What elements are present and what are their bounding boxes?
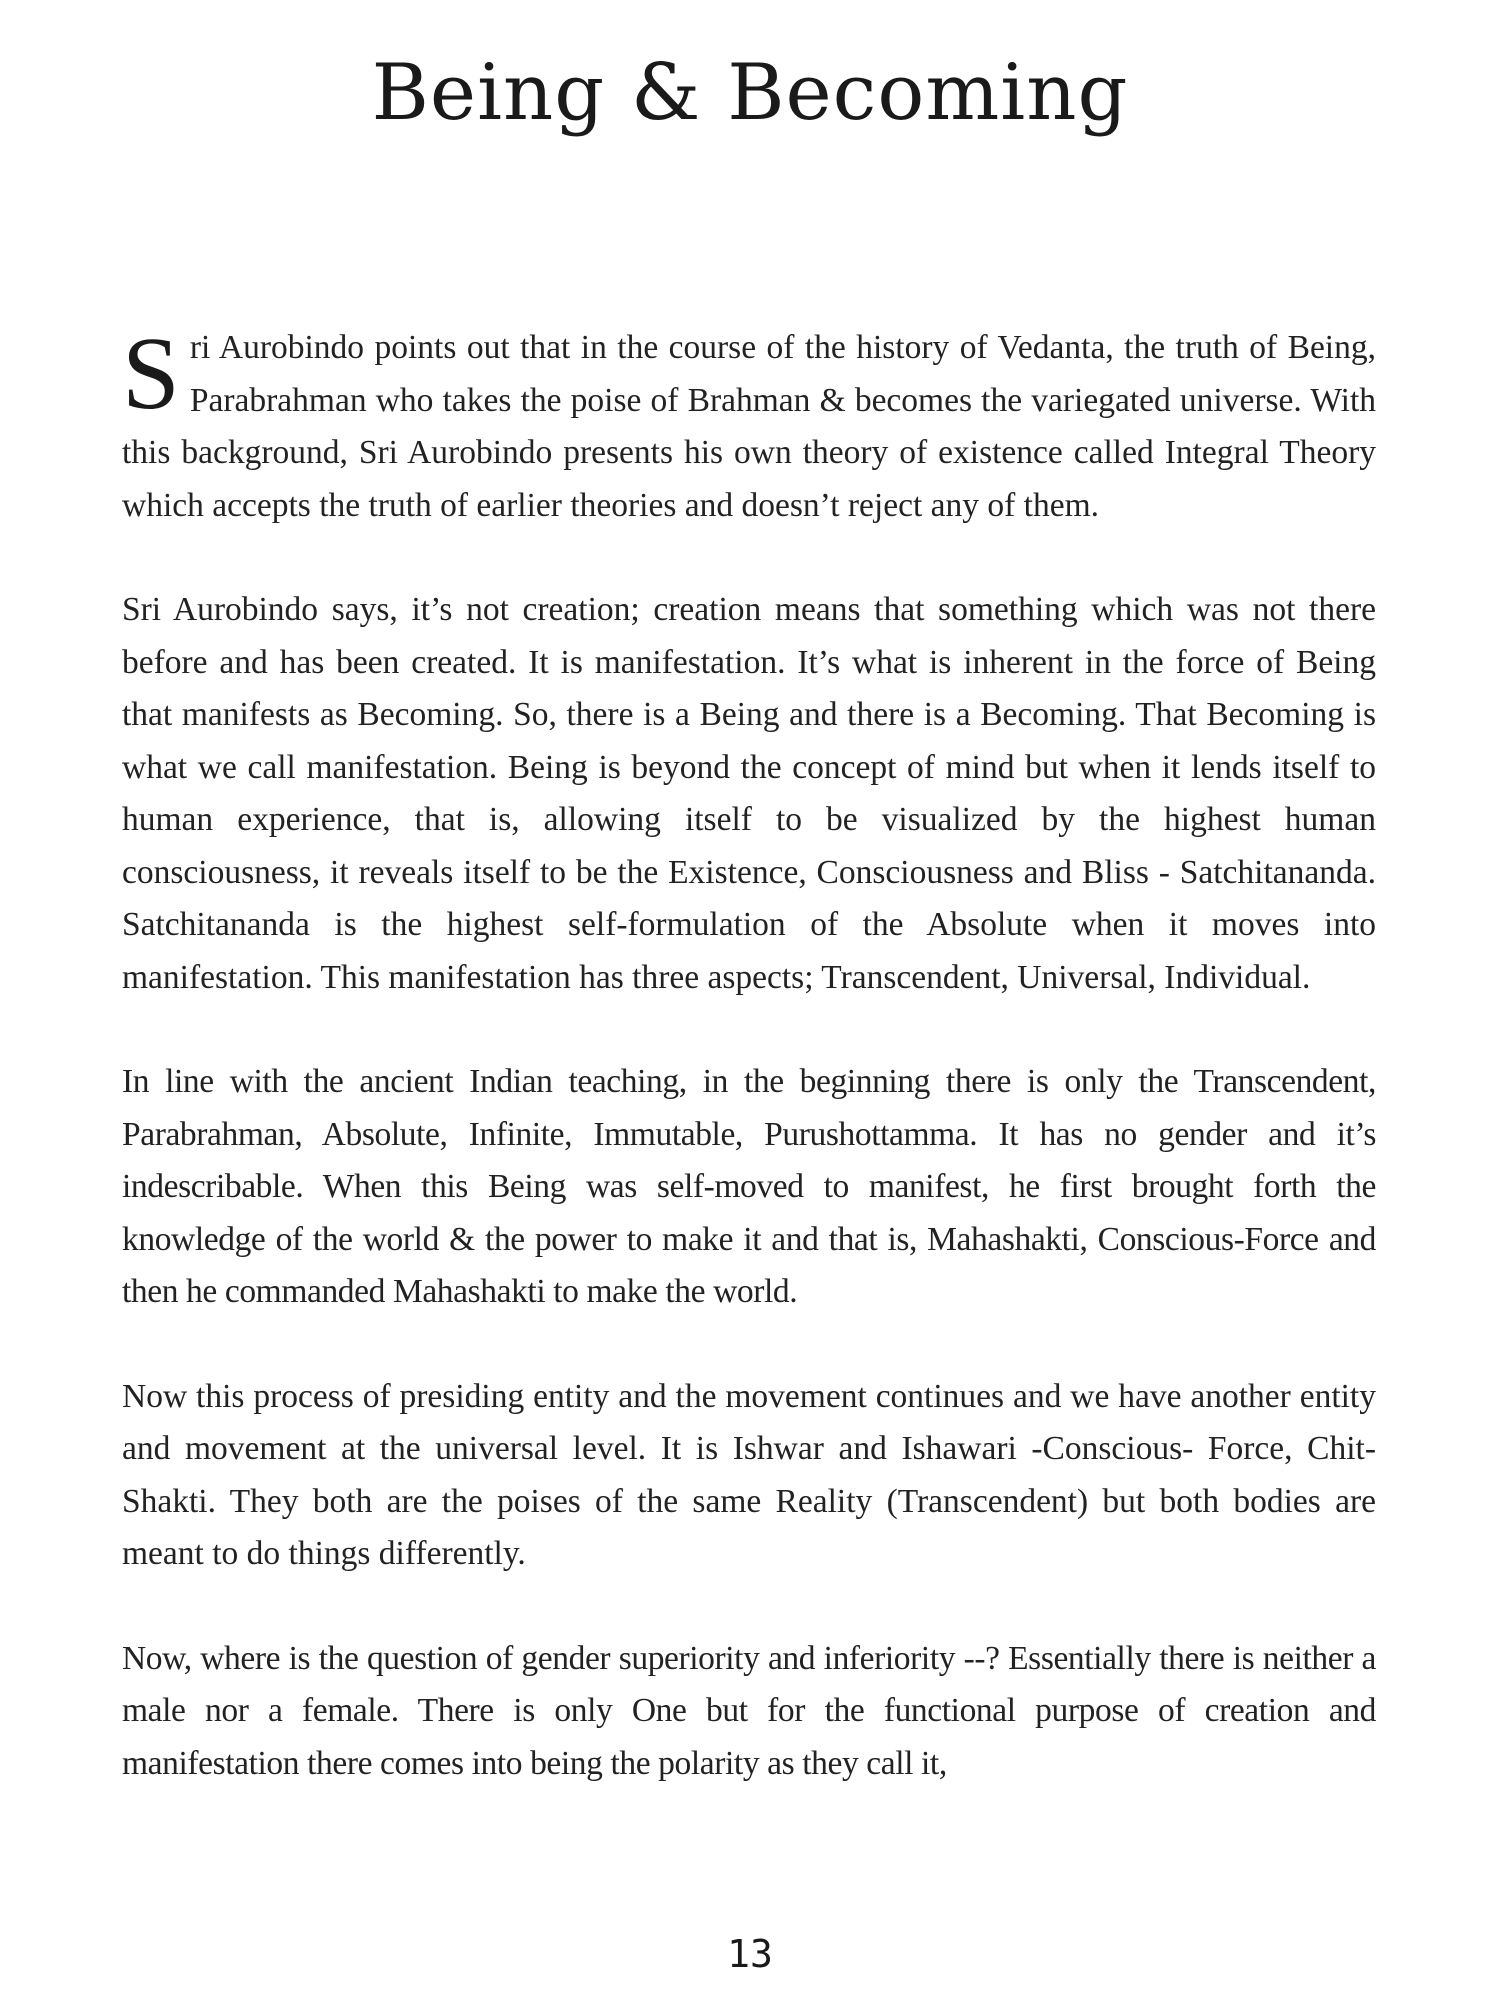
chapter-body <box>122 316 1376 1842</box>
paragraph-1 <box>122 316 1376 532</box>
paragraph-2: Sri Aurobindo says, it’s not creation; creation means that something which was not there before and has been created. It is manifestation. It’s what is inherent in the force of Being that manifests as Becoming. So, there is a Being and there is a Becoming. That Becoming is what we call manifestation. Being is beyond the concept of mind but when it lends itself to human experience, that is, allowing itself to be visualized by the highest human consciousness, it reveals itself to be the Existence, Consciousness and Bliss - Satchitananda. Satchitananda is the highest self-formulation of the Absolute when it moves into manifestation. This manifestation has three aspects; Transcendent, Universal, Individual. <box>122 591 1376 996</box>
paragraph-5: Now, where is the question of gender superiority and inferiority --? Essentially there is neither a male nor a female. There is only One but for the functional purpose of creation and manifestation there comes into being the polarity as they call it, <box>122 1639 1376 1782</box>
chapter-title: Being & Becoming <box>371 48 1129 138</box>
drop-cap: S <box>122 316 180 431</box>
paragraph-4: Now this process of presiding entity and the movement continues and we have another entity and movement at the universal level. It is Ishwar and Ishawari -Conscious- Force, Chit-Shakti. They both are the poises of the same Reality (Transcendent) but both bodies are meant to do things differently. <box>122 1377 1376 1572</box>
page-number: 13 <box>727 1932 773 1976</box>
paragraph-1-text: ri Aurobindo points out that in the course of the history of Vedanta, the truth of Being, Parabrahman who takes the poise of Brahman & becomes the variegated universe. With this background, Sri Aurobindo presents his own theory of existence called Integral Theory which accepts the truth of earlier theories and doesn’t reject any of them. <box>122 329 1376 524</box>
paragraph-3: In line with the ancient Indian teaching, in the beginning there is only the Transcendent, Parabrahman, Absolute, Infinite, Immutable, Purushottamma. It has no gender and it’s indescribable. When this Being was self-moved to manifest, he first brought forth the knowledge of the world & the power to make it and that is, Mahashakti, Conscious-Force and then he commanded Mahashakti to make the world. <box>122 1063 1376 1310</box>
